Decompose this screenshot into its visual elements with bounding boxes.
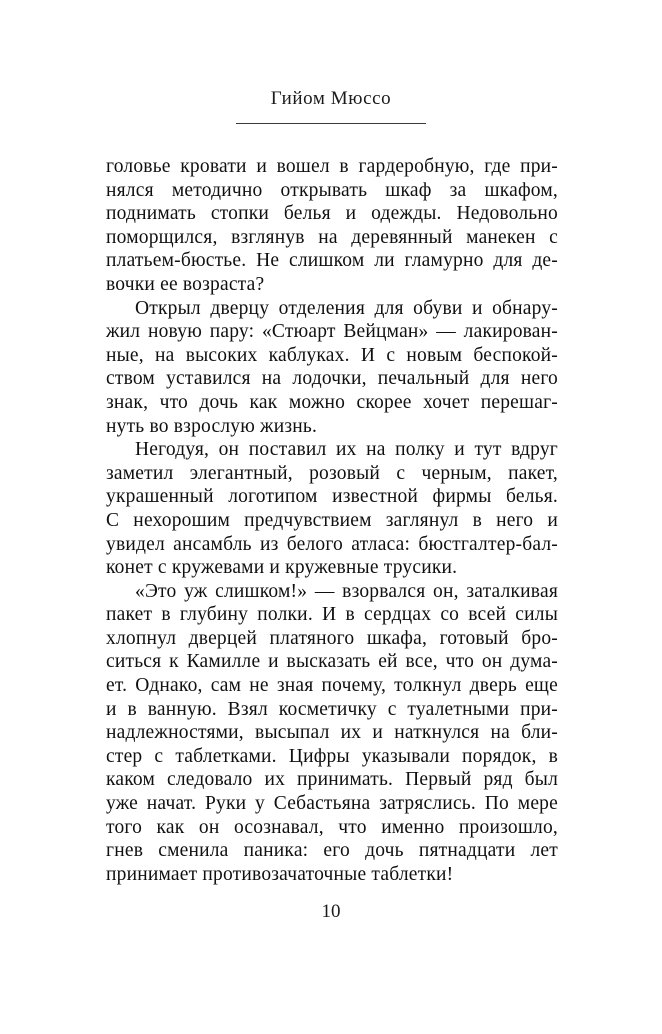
text-line: принимает противозачаточные таблетки! — [106, 863, 454, 885]
text-line: того как он осознавал, что именно произошло, — [106, 816, 558, 838]
text-line: поморщился, взглянув на деревянный манекен с — [106, 226, 558, 248]
text-line: надлежностями, высыпал их и наткнулся на бли- — [106, 722, 558, 744]
text-line: головье кровати и вошел в гардеробную, где при- — [106, 156, 558, 177]
text-line: конет с кружевами и кружевные трусики. — [106, 557, 458, 579]
paragraph — [106, 155, 558, 297]
text-line: гнев сменила паника: его дочь пятнадцати лет — [106, 840, 558, 862]
text-line: «Это уж слишком!» — взорвался он, заталкивая — [135, 580, 558, 602]
text-line: ет. Однако, сам не зная почему, толкнул дверь еще — [106, 675, 558, 697]
text-line: платьем-бюстье. Не слишком ли гламурно для де- — [106, 250, 558, 272]
text-line: каком следовало их принимать. Первый ряд был — [106, 769, 558, 791]
text-line: увидел ансамбль из белого атласа: бюстгалтер-бал- — [106, 533, 558, 555]
text-line: вочки ее возраста? — [106, 273, 265, 295]
running-head-author: Гийом Мюссо — [270, 88, 392, 109]
text-line: ством уставился на лодочки, печальный для него — [106, 368, 558, 390]
text-line: стер с таблетками. Цифры указывали порядок, в — [106, 745, 558, 767]
text-line: заметил элегантный, розовый с черным, пакет, — [106, 462, 558, 484]
text-line: нялся методично открывать шкаф за шкафом, — [106, 179, 558, 201]
text-line: С нехорошим предчувствием заглянул в него и — [106, 509, 558, 531]
text-line: ные, на высоких каблуках. И с новым беспокой- — [106, 344, 558, 366]
text-line: знак, что дочь как можно скорее хочет перешаг- — [106, 391, 558, 413]
text-line: жил новую пару: «Стюарт Вейцман» — лакирован- — [106, 321, 558, 343]
page-body — [106, 155, 558, 886]
paragraph — [106, 438, 558, 580]
text-line: украшенный логотипом известной фирмы белья. — [106, 486, 558, 508]
text-line: и в ванную. Взял косметичку с туалетными при- — [106, 698, 558, 720]
text-line: пакет в глубину полки. И в сердцах со всей силы — [106, 604, 558, 626]
text-line: Открыл дверцу отделения для обуви и обнару- — [135, 297, 558, 319]
text-line: поднимать стопки белья и одежды. Недовольно — [106, 203, 558, 225]
paragraph — [106, 297, 558, 439]
text-line: хлопнул дверцей платяного шкафа, готовый бро- — [106, 627, 558, 649]
text-line: Негодуя, он поставил их на полку и тут вдруг — [135, 439, 558, 461]
text-line: ситься к Камилле и высказать ей все, что он дума- — [106, 651, 558, 673]
paragraph — [106, 580, 558, 887]
text-line: уже начат. Руки у Себастьяна затряслись. По мере — [106, 793, 558, 815]
text-line: нуть во взрослую жизнь. — [106, 415, 318, 437]
page-number: 10 — [321, 901, 341, 923]
header-rule — [236, 123, 426, 124]
